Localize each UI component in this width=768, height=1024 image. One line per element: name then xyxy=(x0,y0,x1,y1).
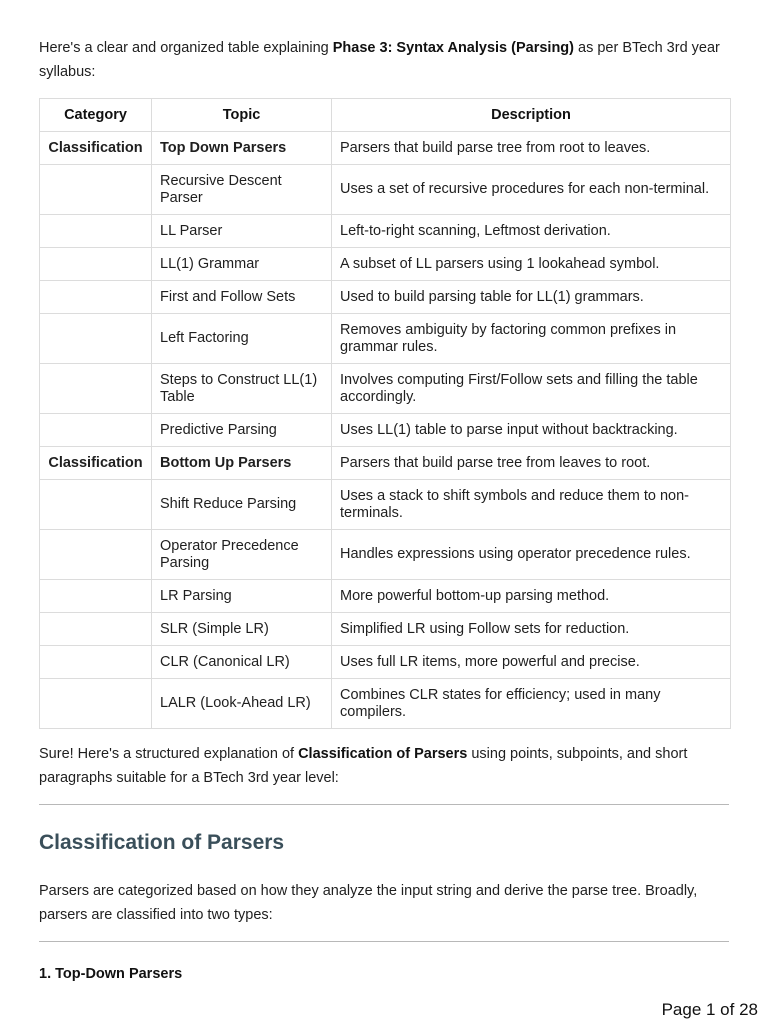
table-row xyxy=(40,364,731,414)
cell-topic: Operator Precedence Parsing xyxy=(152,530,332,580)
cell-topic: CLR (Canonical LR) xyxy=(152,646,332,679)
cell-topic: Shift Reduce Parsing xyxy=(152,480,332,530)
section-heading: Classification of Parsers xyxy=(39,831,285,854)
document-body xyxy=(39,36,729,986)
cell-topic: Steps to Construct LL(1) Table xyxy=(152,364,332,414)
cell-description: A subset of LL parsers using 1 lookahead symbol. xyxy=(332,248,731,281)
explanation-bold: Classification of Parsers xyxy=(298,746,468,762)
explanation-text-end: using points, subpoints, and short paragraphs suitable for a BTech 3rd year level: xyxy=(39,746,688,786)
cell-category: Classification xyxy=(40,447,152,480)
cell-description: Involves computing First/Follow sets and filling the table accordingly. xyxy=(332,364,731,414)
cell-category xyxy=(40,530,152,580)
cell-category xyxy=(40,613,152,646)
parsing-table xyxy=(39,98,731,729)
table-row xyxy=(40,480,731,530)
page-number: Page 1 of 28 xyxy=(661,1000,758,1019)
cell-description: Uses full LR items, more powerful and precise. xyxy=(332,646,731,679)
cell-topic: Predictive Parsing xyxy=(152,414,332,447)
table-row xyxy=(40,530,731,580)
cell-category xyxy=(40,580,152,613)
header-description: Description xyxy=(332,99,731,132)
intro-paragraph xyxy=(39,36,729,84)
cell-category xyxy=(40,679,152,729)
cell-description: Parsers that build parse tree from root to leaves. xyxy=(332,132,731,165)
cell-category xyxy=(40,215,152,248)
cell-description: Handles expressions using operator precedence rules. xyxy=(332,530,731,580)
table-row xyxy=(40,248,731,281)
intro-text-end: as per BTech 3rd year syllabus: xyxy=(39,40,720,80)
cell-topic: Bottom Up Parsers xyxy=(152,447,332,480)
table-row xyxy=(40,646,731,679)
cell-topic: SLR (Simple LR) xyxy=(152,613,332,646)
cell-category xyxy=(40,281,152,314)
table-body xyxy=(40,132,731,729)
divider xyxy=(39,941,729,942)
table-row xyxy=(40,414,731,447)
cell-category xyxy=(40,248,152,281)
cell-description: Uses a stack to shift symbols and reduce them to non-terminals. xyxy=(332,480,731,530)
cell-topic: First and Follow Sets xyxy=(152,281,332,314)
cell-category xyxy=(40,480,152,530)
explanation-text: Sure! Here's a structured explanation of xyxy=(39,746,299,762)
table-row xyxy=(40,215,731,248)
table-header-row xyxy=(40,99,731,132)
header-category: Category xyxy=(40,99,152,132)
divider xyxy=(39,804,729,805)
subheading: 1. Top-Down Parsers xyxy=(39,966,183,982)
explanation-paragraph xyxy=(39,742,729,790)
intro-bold: Phase 3: Syntax Analysis (Parsing) xyxy=(332,40,574,56)
cell-description: Simplified LR using Follow sets for reduction. xyxy=(332,613,731,646)
cell-category: Classification xyxy=(40,132,152,165)
table-row xyxy=(40,132,731,165)
table-row xyxy=(40,281,731,314)
section-paragraph: Parsers are categorized based on how they analyze the input string and derive the parse tree. Broadly, parsers are classified into two types: xyxy=(39,883,698,923)
header-topic: Topic xyxy=(152,99,332,132)
cell-description: More powerful bottom-up parsing method. xyxy=(332,580,731,613)
cell-description: Left-to-right scanning, Leftmost derivation. xyxy=(332,215,731,248)
cell-category xyxy=(40,314,152,364)
cell-topic: LALR (Look-Ahead LR) xyxy=(152,679,332,729)
cell-topic: LL(1) Grammar xyxy=(152,248,332,281)
intro-text: Here's a clear and organized table explaining xyxy=(39,40,333,56)
cell-description: Parsers that build parse tree from leaves to root. xyxy=(332,447,731,480)
cell-topic: LR Parsing xyxy=(152,580,332,613)
cell-topic: Top Down Parsers xyxy=(152,132,332,165)
cell-category xyxy=(40,165,152,215)
cell-category xyxy=(40,646,152,679)
cell-category xyxy=(40,414,152,447)
cell-topic: Left Factoring xyxy=(152,314,332,364)
table-row xyxy=(40,580,731,613)
cell-description: Removes ambiguity by factoring common prefixes in grammar rules. xyxy=(332,314,731,364)
cell-description: Uses a set of recursive procedures for each non-terminal. xyxy=(332,165,731,215)
cell-description: Combines CLR states for efficiency; used in many compilers. xyxy=(332,679,731,729)
table-row xyxy=(40,613,731,646)
table-row xyxy=(40,447,731,480)
table-row xyxy=(40,165,731,215)
table-row xyxy=(40,679,731,729)
cell-topic: LL Parser xyxy=(152,215,332,248)
cell-description: Used to build parsing table for LL(1) grammars. xyxy=(332,281,731,314)
cell-topic: Recursive Descent Parser xyxy=(152,165,332,215)
cell-description: Uses LL(1) table to parse input without backtracking. xyxy=(332,414,731,447)
cell-category xyxy=(40,364,152,414)
table-row xyxy=(40,314,731,364)
